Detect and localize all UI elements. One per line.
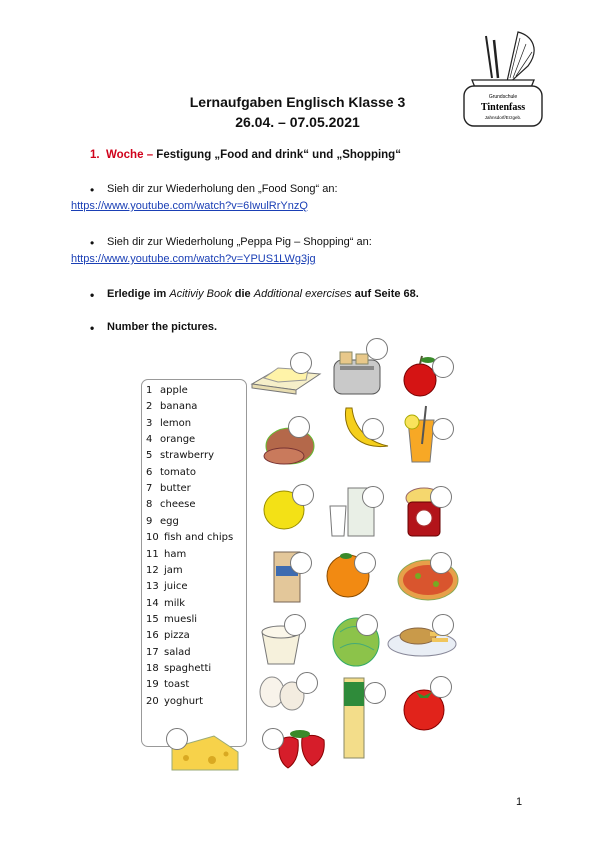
word-label: spaghetti: [164, 662, 212, 674]
word-list-item: [146, 483, 191, 494]
word-number: 10: [146, 532, 159, 544]
answer-circle[interactable]: [364, 682, 386, 704]
word-number: 12: [146, 564, 159, 576]
food-song-link[interactable]: https://www.youtube.com/watch?v=6IwulRrYnzQ: [71, 200, 308, 212]
word-label: orange: [160, 434, 196, 446]
word-list-item: [146, 450, 214, 461]
task3-pre: Erledige im: [107, 288, 170, 300]
word-label: yoghurt: [164, 695, 204, 707]
word-list-item: [146, 647, 191, 658]
answer-circle[interactable]: [432, 418, 454, 440]
word-list-item: [146, 385, 188, 396]
word-label: milk: [164, 597, 186, 609]
task3-post: auf Seite 68.: [351, 288, 419, 300]
word-list-item: [146, 696, 203, 707]
word-label: strawberry: [160, 450, 215, 462]
word-number: 13: [146, 581, 159, 593]
page-date-range: 26.04. – 07.05.2021: [235, 114, 360, 130]
answer-circle[interactable]: [430, 552, 452, 574]
logo-name-text: Tintenfass: [480, 102, 526, 113]
word-number: 14: [146, 597, 159, 609]
answer-circle[interactable]: [432, 614, 454, 636]
week-label: Woche: [105, 149, 144, 161]
answer-circle[interactable]: [292, 484, 314, 506]
task-number-pictures: [90, 321, 217, 333]
task3-exercises: Additional exercises: [253, 288, 352, 300]
word-number: 3: [146, 417, 153, 429]
word-number: 5: [146, 450, 153, 462]
task-peppa-pig: [90, 236, 372, 248]
answer-circle[interactable]: [288, 416, 310, 438]
answer-circle[interactable]: [262, 728, 284, 750]
page-title: Lernaufgaben Englisch Klasse 3: [189, 94, 406, 110]
word-number: 15: [146, 613, 159, 625]
answer-circle[interactable]: [430, 486, 452, 508]
word-label: butter: [160, 483, 191, 495]
word-list-item: [146, 467, 196, 478]
word-list-item: [146, 418, 191, 429]
word-list-item: [146, 565, 183, 576]
word-label: tomato: [160, 466, 196, 478]
word-list-item: [146, 630, 190, 641]
word-label: ham: [164, 548, 187, 560]
word-number: 6: [146, 466, 153, 478]
word-list-item: [146, 401, 197, 412]
word-list-item: [146, 598, 185, 609]
week-topic: Festigung „Food and drink“ und „Shopping“: [156, 149, 401, 161]
word-label: banana: [160, 401, 198, 413]
word-label: cheese: [160, 499, 196, 511]
answer-circle[interactable]: [432, 356, 454, 378]
word-list-item: [146, 614, 197, 625]
word-list-item: [146, 516, 179, 527]
word-label: juice: [164, 581, 188, 593]
task3-book: Acitiviy Book: [169, 288, 232, 300]
answer-circle[interactable]: [296, 672, 318, 694]
word-list-box: [141, 379, 247, 747]
word-number: 1: [146, 385, 153, 396]
task-peppa-pig-text: Sieh dir zur Wiederholung „Peppa Pig – Shopping“ an:: [107, 236, 372, 248]
word-label: egg: [160, 515, 179, 527]
word-number: 4: [146, 434, 153, 446]
word-number: 2: [146, 401, 153, 413]
word-number: 11: [146, 548, 159, 560]
answer-circle[interactable]: [430, 676, 452, 698]
word-list-item: [146, 581, 188, 592]
task3-mid: die: [231, 288, 254, 300]
word-label: salad: [164, 646, 191, 658]
word-number: 19: [146, 679, 159, 691]
word-number: 20: [146, 695, 159, 707]
word-label: fish and chips: [164, 532, 234, 544]
word-number: 18: [146, 662, 159, 674]
answer-circle[interactable]: [362, 418, 384, 440]
task-food-song-text: Sieh dir zur Wiederholung den „Food Song“ an:: [107, 183, 338, 195]
word-list-item: [146, 434, 195, 445]
word-list-item: [146, 499, 196, 510]
task-food-song: [90, 183, 338, 195]
word-number: 7: [146, 483, 153, 495]
word-list-item: [146, 549, 186, 560]
word-number: 9: [146, 515, 153, 527]
week-number: 1.: [90, 149, 100, 161]
answer-circle[interactable]: [366, 338, 388, 360]
answer-circle[interactable]: [290, 352, 312, 374]
word-label: jam: [164, 564, 183, 576]
answer-circle[interactable]: [362, 486, 384, 508]
word-number: 16: [146, 630, 159, 642]
answer-circle[interactable]: [356, 614, 378, 636]
answer-circle[interactable]: [354, 552, 376, 574]
butter-picture: [248, 358, 324, 396]
peppa-pig-link[interactable]: https://www.youtube.com/watch?v=YPUS1LWg3jg: [71, 253, 316, 265]
word-number: 8: [146, 499, 153, 511]
word-list-item: [146, 532, 233, 543]
logo-place-text: Jahnsdorf/Erzgeb.: [484, 115, 522, 120]
week-dash: –: [146, 149, 154, 161]
task4-text: Number the pictures.: [107, 321, 218, 333]
word-list-item: [146, 679, 189, 690]
word-label: muesli: [164, 613, 197, 625]
answer-circle[interactable]: [290, 552, 312, 574]
answer-circle[interactable]: [284, 614, 306, 636]
answer-circle[interactable]: [166, 728, 188, 750]
word-label: pizza: [164, 630, 190, 642]
logo-small-text: Grundschule: [488, 94, 518, 100]
word-label: apple: [160, 385, 188, 396]
task-activity-book: [90, 288, 419, 300]
word-number: 17: [146, 646, 159, 658]
week-heading: [90, 149, 401, 161]
word-list-item: [146, 663, 211, 674]
page-number: 1: [516, 796, 523, 808]
word-label: toast: [164, 679, 190, 691]
word-label: lemon: [160, 417, 192, 429]
